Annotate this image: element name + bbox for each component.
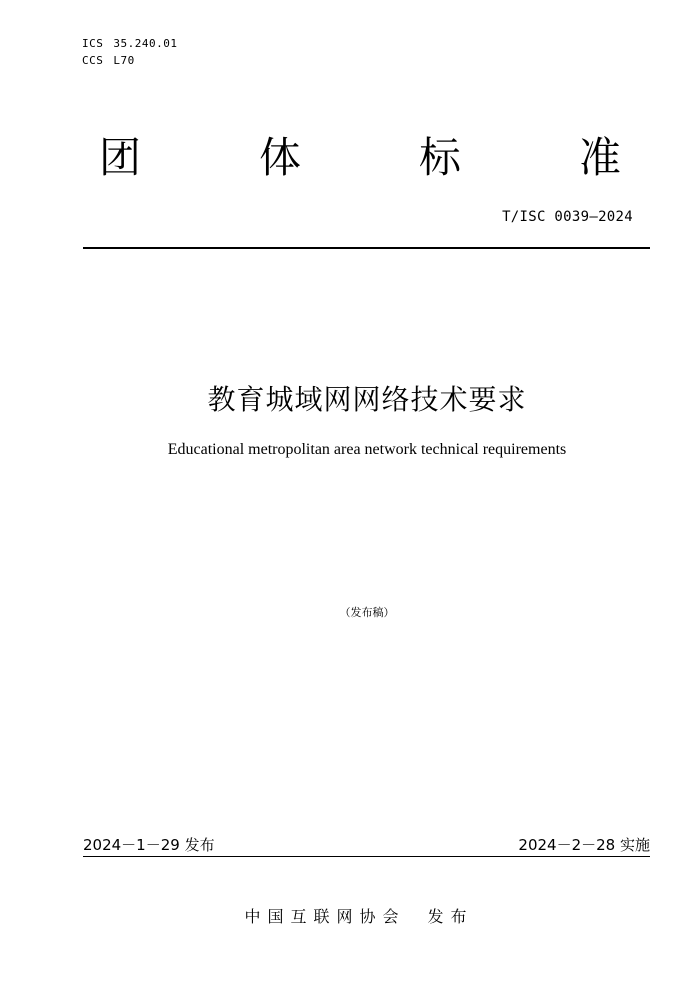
ics-code-row [82, 35, 177, 52]
standard-type-char-3: 标 [418, 133, 461, 182]
bottom-divider [83, 856, 650, 857]
draft-status: （发布稿） [339, 606, 395, 619]
standard-type-char-1: 团 [98, 133, 141, 182]
standard-number: T/ISC 0039—2024 [502, 209, 633, 225]
standard-type-heading [90, 128, 630, 188]
ccs-code-row [82, 52, 177, 69]
document-title-chinese: 教育城域网网络技术要求 [207, 383, 527, 416]
classification-codes [82, 35, 177, 69]
ccs-label: CCS [82, 54, 104, 67]
publisher-line [0, 904, 700, 927]
publisher-action: 发布 [427, 907, 474, 926]
ccs-value: L70 [113, 54, 135, 67]
standard-type-char-2: 体 [258, 133, 301, 182]
implement-date: 2024－2－28 实施 [518, 836, 650, 854]
top-divider [83, 247, 650, 249]
ics-label: ICS [82, 37, 104, 50]
ics-value: 35.240.01 [113, 37, 178, 50]
document-title-english: Educational metropolitan area network technical requirements [167, 441, 567, 458]
publisher-name: 中国互联网协会 [244, 907, 406, 926]
standard-type-char-4: 准 [578, 133, 621, 182]
publish-date: 2024－1－29 发布 [83, 836, 215, 854]
